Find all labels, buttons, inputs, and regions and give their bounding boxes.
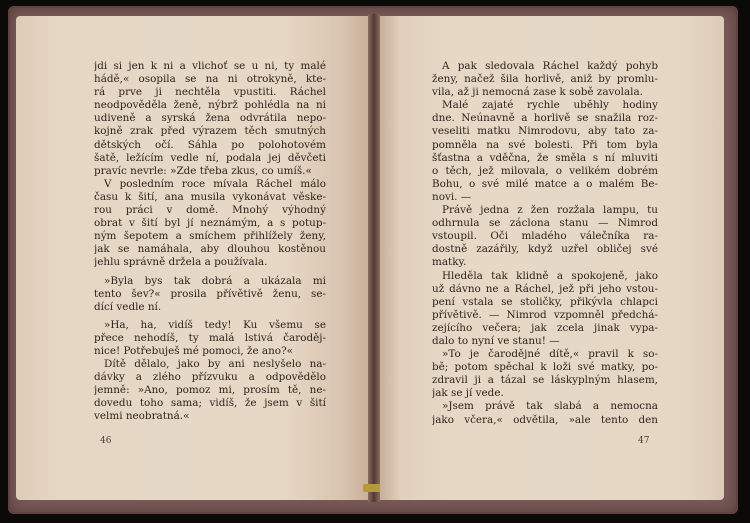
- text-line: ným šepotem a smíchem přihlížely ženy,: [94, 230, 326, 243]
- text-line: jehlu správně držela a používala.: [94, 256, 268, 269]
- text-line: hádě,« osopila se na ni otrokyně, kte-: [94, 73, 326, 86]
- right-page-number: 47: [638, 436, 650, 446]
- text-line: Právě jedna z žen rozžala lampu, tu: [442, 204, 658, 217]
- text-line: dostně zazářily, když uzřel obličej své: [432, 243, 658, 256]
- text-line: rou práci v domě. Mnohý výhodný: [94, 204, 326, 217]
- text-line: »Ha, ha, vidíš tedy! Ku všemu se: [104, 318, 326, 331]
- text-line: času k šití, ana musila vykonávat věske-: [94, 190, 326, 203]
- text-line: dne. Neúnavně a horlivě se snažila roz-: [432, 112, 658, 125]
- text-line: matky.: [432, 256, 467, 269]
- text-line: »To je čarodějné dítě,« pravil k so-: [442, 348, 658, 361]
- text-line: Malé zajaté rychle uběhly hodiny: [442, 99, 658, 112]
- text-line: Dítě dělalo, jako by ani neslyšelo na-: [104, 358, 326, 371]
- text-line: pravíc nevrle: »Zde třeba zkus, co umíš.«: [94, 164, 312, 177]
- text-line: jdi si jen k ni a vlichoť se u ni, ty malé: [94, 60, 326, 72]
- text-line: Hleděla tak klidně a spokojeně, jako: [442, 269, 658, 282]
- text-line: zdravil ji a tázal se láskyplným hlasem,: [432, 374, 658, 387]
- text-line: V posledním roce mívala Ráchel málo: [104, 177, 326, 190]
- text-line: přece nehodíš, ty malá lstivá čaroděj-: [94, 331, 326, 344]
- open-book: [8, 6, 738, 514]
- text-line: pomněla na své bolesti. Při tom byla: [432, 138, 658, 151]
- right-page-text: [432, 60, 658, 427]
- text-line: vstoupil. Oči mladého válečníka ra-: [432, 230, 658, 243]
- text-line: rá prve ji nechtěla vpustiti. Ráchel: [94, 86, 326, 99]
- book-gutter: [368, 14, 380, 502]
- right-page: [380, 16, 724, 500]
- text-line: »Byla bys tak dobrá a ukázala mi: [104, 274, 326, 287]
- text-line: veseliti matku Nimrodovu, aby tato za-: [432, 125, 658, 138]
- text-line: »Jsem právě tak slabá a nemocna: [442, 400, 658, 413]
- text-line: A pak sledovala Ráchel každý pohyb: [442, 60, 658, 72]
- text-line: nice! Potřebuješ mé pomoci, že ano?«: [94, 344, 293, 357]
- text-line: udiveně a syrská žena odvrátila nepo-: [94, 112, 326, 125]
- left-page-text: [94, 60, 326, 424]
- text-line: jako včera,« odvětila, »ale tento den: [432, 413, 658, 426]
- text-line: kojně zrak před výrazem těch smutných: [94, 125, 326, 138]
- left-page-number: 46: [100, 436, 112, 446]
- text-line: přívětivě. — Nimrod vzpomněl předchá-: [432, 308, 658, 321]
- text-line: bě; potom spěchal k loži své matky, po-: [432, 361, 658, 374]
- left-page: [16, 16, 368, 500]
- text-line: odhrnula se záclona stanu — Nimrod: [432, 217, 658, 230]
- text-line: zejícího večera; jak zcela jinak vypa-: [432, 321, 658, 334]
- text-line: velmi neobratná.«: [94, 410, 190, 423]
- text-line: už dávno ne a Ráchel, jež při jeho vstou-: [432, 282, 658, 295]
- text-line: o těch, jež milovala, o velikém dobrém: [432, 164, 658, 177]
- text-line: jak se namáhala, aby dlouhou kostěnou: [94, 243, 326, 256]
- text-line: obrat v šití byl jí neznámým, a s potup-: [94, 217, 326, 230]
- text-line: pení vstala se stoličky, přikývla chlapci: [432, 295, 658, 308]
- text-line: dalo to nyní ve stanu! —: [432, 334, 560, 347]
- text-line: ženy, načež šila horlivě, aniž by promlu-: [432, 73, 658, 86]
- text-line: neodpověděla ženě, nýbrž pohlédla na ni: [94, 99, 326, 112]
- text-line: jemně: »Ano, pomoz mi, prosím tě, ne-: [94, 384, 326, 397]
- text-line: šatě, ležícím vedle ní, podala jej děvčeti: [94, 151, 326, 164]
- text-line: dětských očí. Sáhla po polohotovém: [94, 138, 326, 151]
- text-line: vila, až ji nemocná zase k sobě zavolala.: [432, 86, 643, 99]
- text-line: dávky a zlého přízvuku a odpovědělo: [94, 371, 326, 384]
- text-line: dovedu toho sama; vidíš, že jsem v šití: [94, 397, 326, 410]
- text-line: Bohu, o své milé matce a o malém Be-: [432, 177, 658, 190]
- text-line: šťastna a vděčna, že směla s ní mluviti: [432, 151, 658, 164]
- text-line: jak se jí vede.: [432, 387, 504, 400]
- text-line: novi. —: [432, 190, 472, 203]
- text-line: tento šev?« prosila přívětivě ženu, se-: [94, 287, 326, 300]
- text-line: dící vedle ní.: [94, 300, 162, 313]
